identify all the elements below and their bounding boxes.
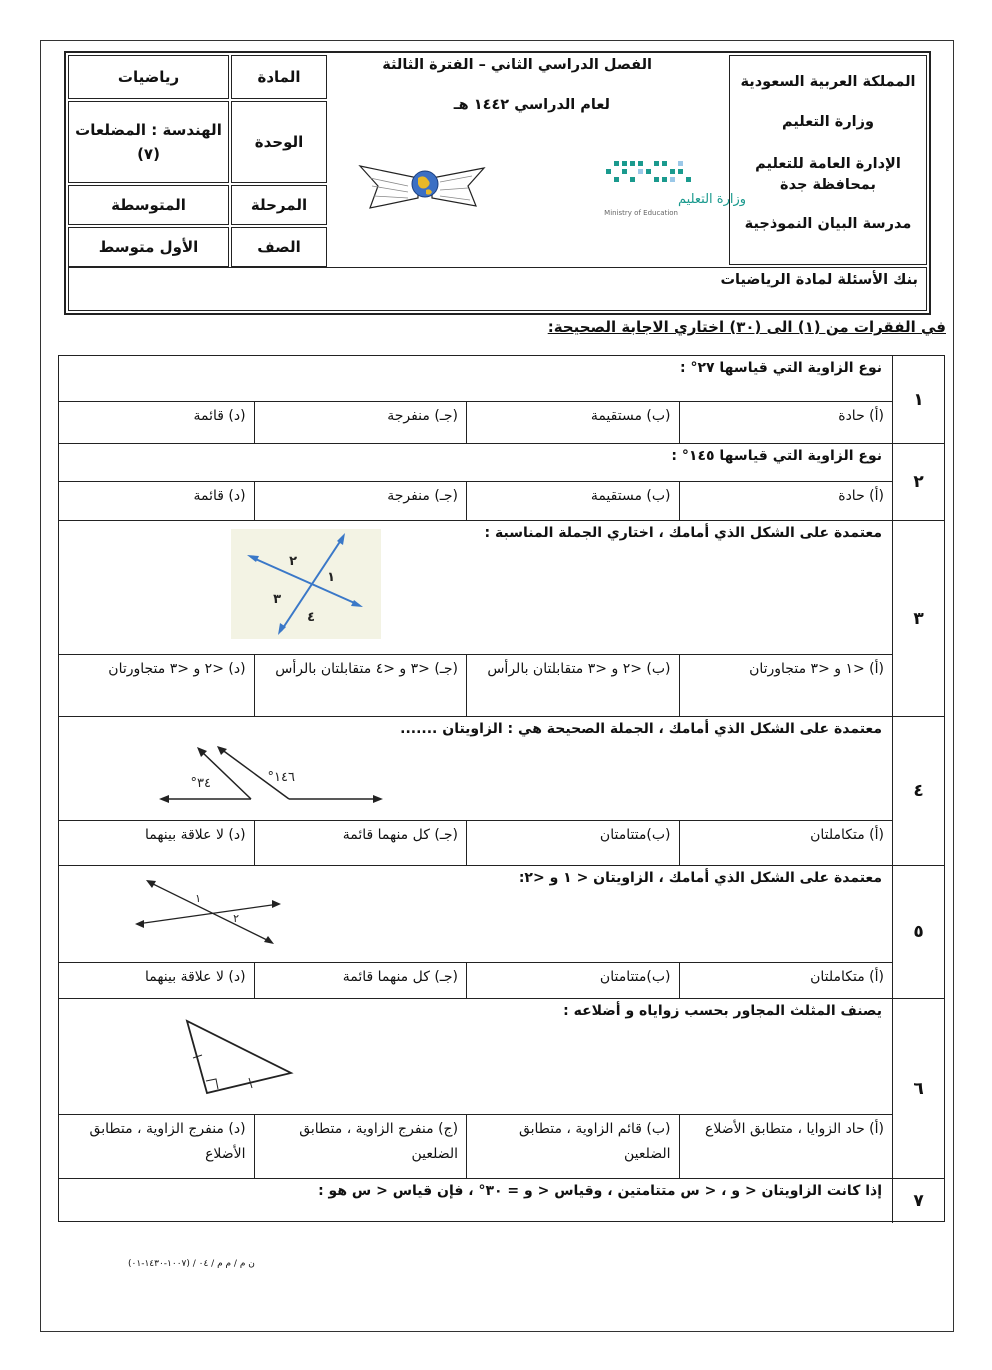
option-d[interactable]: (د) قائمة [193,488,246,504]
angle-label-2: ٢ [233,912,239,925]
moe-logo-english: Ministry of Education [604,209,678,217]
crossing-lines-figure [133,876,283,950]
grade-value: الأول متوسط [68,227,229,267]
angle-label-4: ٤ [307,610,315,625]
question-stem [59,356,892,402]
question-number: ٦ [892,999,944,1179]
directorate-name: الإدارة العامة للتعليم بمحافظة جدة [755,156,901,194]
stage-label: المرحلة [231,185,327,225]
option-a[interactable]: (أ) متكاملتان [679,821,892,865]
intersecting-lines-figure [231,529,381,639]
option-d[interactable]: (د) لا علاقة بينهما [144,827,246,843]
option-b[interactable]: (ب) مستقيمة [466,402,678,443]
school-name: مدرسة البيان النموذجية [744,216,912,232]
unit-value [68,101,229,183]
country-name: المملكة العربية السعودية [740,74,916,90]
option-c[interactable]: (جـ) كل منهما قائمة [254,963,466,998]
option-a[interactable]: (أ) حادة [679,482,892,520]
angle-label-2: ٢ [289,554,297,569]
question-number: ٧ [892,1179,944,1223]
options-row [59,1115,892,1179]
ministry-block [729,55,927,265]
grade-label: الصف [231,227,327,267]
option-b[interactable]: (ب) مستقيمة [466,482,678,520]
option-d[interactable]: (د) لا علاقة بينهما [144,969,246,985]
question-stem [59,521,892,655]
document-code: ن م / م م / ٠٤ / (١٠٠٧-١٤٣٠-٠١) [128,1259,255,1269]
question-number: ٥ [892,866,944,999]
question-text: معتمدة على الشكل الذي أمامك ، اختاري الجملة المناسبة : [484,525,882,541]
globe-scroll-logo [356,160,488,212]
question-number: ٤ [892,717,944,866]
options-row [59,655,892,717]
options-row [59,821,892,866]
instructions: في الفقرات من (١) الى (٣٠) اختاري الاجابة الصحيحة: [547,318,946,336]
unit-value-line1: الهندسة : المضلعات [75,121,222,139]
question-number: ٣ [892,521,944,717]
options-row [59,402,892,444]
two-angles-figure [157,743,389,807]
moe-logo-arabic: وزارة التعليم [678,192,747,207]
question-bank-title: بنك الأسئلة لمادة الرياضيات [68,267,927,311]
academic-year: لعام الدراسي ١٤٤٢ هـ [453,97,610,113]
option-c[interactable]: (جـ) منفرجة [254,402,466,443]
questions-table [58,355,945,1222]
angle-34-label: ٣٤° [190,776,211,791]
question-text: يصنف المثلث المجاور بحسب زواياه و أضلاعه : [563,1003,882,1019]
unit-label: الوحدة [231,101,327,183]
header-table [64,51,931,315]
subject-value: رياضيات [68,55,229,99]
option-c[interactable]: (جـ) منفرجة [254,482,466,520]
question-text: معتمدة على الشكل الذي أمامك ، الزاويتان < ١ و <٢: [518,870,882,886]
option-b[interactable]: (ب) قائم الزاوية ، متطابق الضلعين [466,1115,678,1178]
option-c[interactable]: (ج) منفرج الزاوية ، متطابق الضلعين [254,1115,466,1178]
subject-label: المادة [231,55,327,99]
question-stem [59,1179,892,1223]
angle-label-3: ٣ [273,592,281,607]
option-d[interactable]: (د) <٢ و <٣ متجاورتان [108,661,246,677]
question-stem [59,999,892,1115]
angle-146-label: ١٤٦° [267,770,295,785]
option-d[interactable]: (د) قائمة [193,408,246,424]
question-text: نوع الزاوية التي قياسها ١٤٥° : [671,448,882,464]
option-b[interactable]: (ب)متتامتان [466,821,678,865]
option-a[interactable]: (أ) <١ و <٣ متجاورتان [679,655,892,716]
right-triangle-figure [179,1015,297,1099]
options-row [59,963,892,999]
option-c[interactable]: (جـ) كل منهما قائمة [254,821,466,865]
question-stem [59,866,892,963]
question-text: إذا كانت الزاويتان < و ، < س متتامتين ، وقياس < و = ٣٠° ، فإن قياس < س هو : [318,1183,882,1199]
ministry-name: وزارة التعليم [781,114,874,130]
question-text: معتمدة على الشكل الذي أمامك ، الجملة الصحيحة هي : الزاويتان ....... [400,721,882,737]
option-b[interactable]: (ب) <٢ و <٣ متقابلتان بالرأس [466,655,678,716]
question-number: ١ [892,356,944,444]
options-row [59,482,892,521]
angle-label-1: ١ [327,570,335,585]
angle-label-1: ١ [195,892,201,905]
term-block [328,55,747,265]
question-stem [59,717,892,821]
option-d[interactable]: (د) منفرج الزاوية ، متطابق الأضلاع [89,1121,246,1162]
option-a[interactable]: (أ) حاد الزوايا ، متطابق الأضلاع [679,1115,892,1178]
question-number: ٢ [892,444,944,521]
option-c[interactable]: (جـ) <٣ و <٤ متقابلتان بالرأس [254,655,466,716]
term-title: الفصل الدراسي الثاني – الفترة الثالثة [382,57,652,73]
question-stem [59,444,892,482]
unit-value-line2: (٧) [137,145,160,163]
ministry-of-education-logo [528,155,747,223]
question-text: نوع الزاوية التي قياسها ٢٧° : [679,360,882,376]
option-b[interactable]: (ب)متتامتان [466,963,678,998]
option-a[interactable]: (أ) متكاملتان [679,963,892,998]
stage-value: المتوسطة [68,185,229,225]
option-a[interactable]: (أ) حادة [679,402,892,443]
